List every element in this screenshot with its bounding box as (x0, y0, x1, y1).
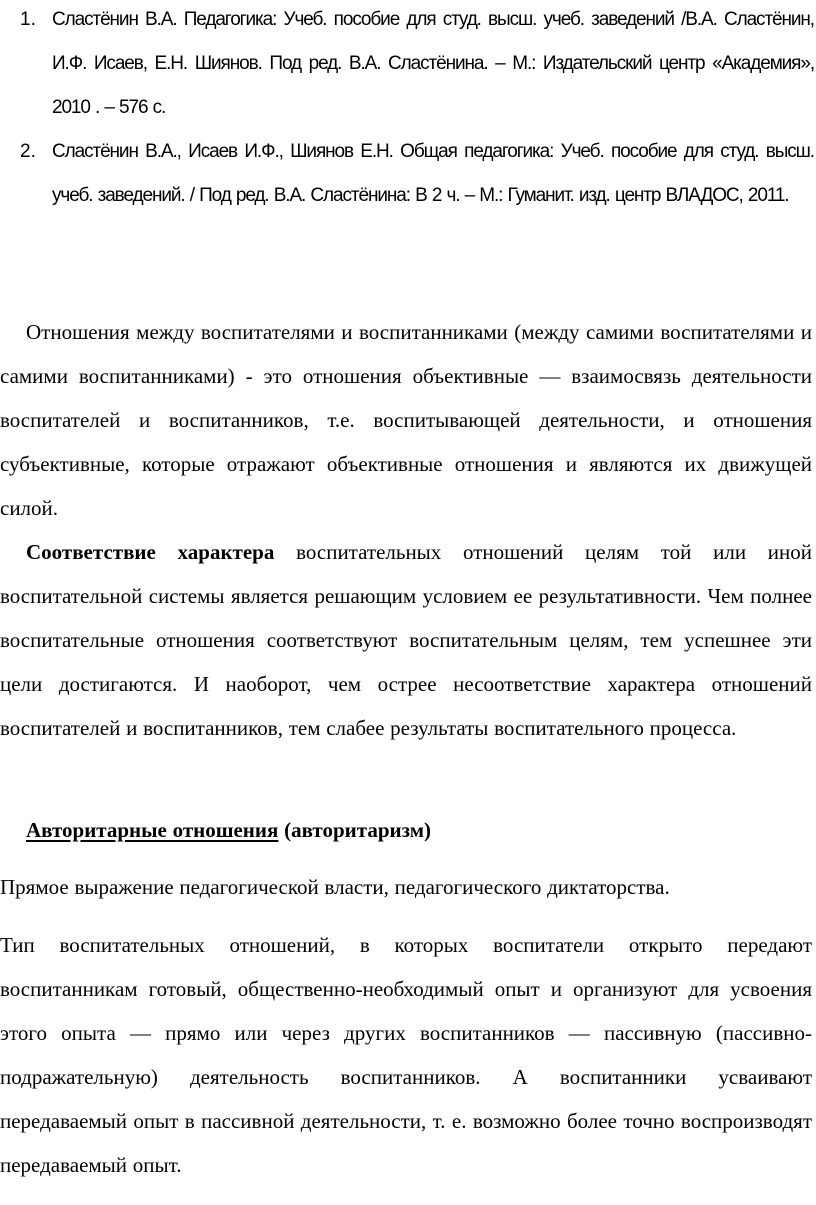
reference-item (0, 0, 816, 130)
paragraph-correspondence (0, 530, 812, 750)
paragraph-relations: Отношения между воспитателями и воспитанниками (между самими воспитателями и самими воспитанниками) - это отношения объективные — взаимосвязь деятельности воспитателей и воспитанников, т.е. воспитывающей деятельности, и отношения субъективные, которые отражают объективные отношения и являются их движущей силой. (0, 320, 812, 520)
paragraph-relation-type: Тип воспитательных отношений, в которых воспитатели открыто передают воспитанникам готовый, общественно-необходимый опыт и организуют для усвоения этого опыта — прямо или через других воспитанников — пассивную (пассивно-подражательную) деятельность воспитанников. А воспитанники усваивают передаваемый опыт в пассивной деятельности, т. е. возможно более точно воспроизводят передаваемый опыт. (0, 933, 812, 1177)
bold-lead-text: Соответствие характера (26, 540, 275, 564)
reference-number: 2. (20, 141, 36, 162)
reference-list (0, 0, 816, 218)
reference-text: Сластёнин В.А. Педагогика: Учеб. пособие для студ. высш. учеб. заведений /В.А. Сластёнин, И.Ф. Исаев, Е.Н. Шиянов. Под ред. В.А. Сластёнина. – М.: Издательский центр «Академия», 2010 . – 576 с. (52, 9, 814, 118)
paragraph-body-text: воспитательных отношений целям той или иной воспитательной системы является решающим условием ее результативности. Чем полнее воспитательные отношения соответствуют воспитательным целям, тем успешнее эти цели достигаются. И наоборот, чем острее несоответствие характера отношений воспитателей и воспитанников, тем слабее результаты воспитательного процесса. (0, 540, 812, 740)
heading-rest-text: (авторитаризм) (278, 818, 432, 842)
reference-item (0, 130, 816, 218)
paragraph-direct-expression: Прямое выражение педагогической власти, педагогического диктаторства. (0, 875, 670, 899)
heading-underlined-text: Авторитарные отношения (26, 818, 279, 842)
reference-text: Сластёнин В.А., Исаев И.Ф., Шиянов Е.Н. Общая педагогика: Учеб. пособие для студ. высш. учеб. заведений. / Под ред. В.А. Сластёнина: В 2 ч. – М.: Гуманит. изд. центр ВЛАДОС, 2011. (52, 141, 814, 206)
reference-number: 1. (20, 9, 36, 30)
section-heading (26, 808, 806, 852)
